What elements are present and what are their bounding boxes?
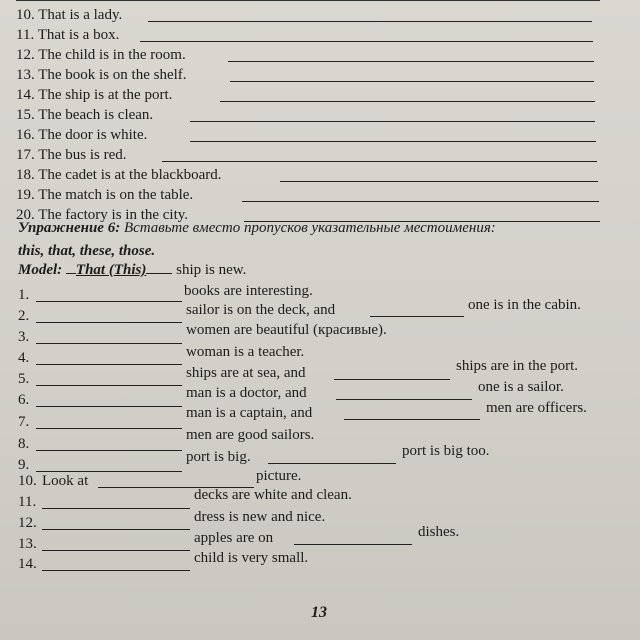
item-13-text-2: dishes. [418,524,460,540]
answer-line-17[interactable] [162,161,597,162]
item-5-blank-2[interactable] [334,379,450,380]
answer-line-10[interactable] [148,21,592,22]
item-5-text-2: ships are in the port. [456,358,579,374]
sentence-19: 19. The match is on the table. [16,187,194,203]
item-7-number: 7. [18,414,30,430]
item-6-blank[interactable] [36,406,182,407]
item-2-text-2: one is in the cabin. [468,297,581,313]
model-example: Model: That (This) ship is new. [18,262,247,278]
item-8-text: men are good sailors. [186,427,315,443]
item-5-blank[interactable] [36,385,182,386]
item-10-pre: Look at [42,473,89,489]
item-5-text: ships are at sea, and [186,365,306,381]
item-13-blank[interactable] [42,550,190,551]
item-1-blank[interactable] [36,301,182,302]
item-3-number: 3. [18,329,30,345]
item-2-blank-2[interactable] [370,316,464,317]
item-6-text-2: one is a sailor. [478,379,564,395]
item-9-number: 9. [18,457,30,473]
answer-line-16[interactable] [190,141,596,142]
item-9-text: port is big. [186,449,251,465]
item-10-text: picture. [256,468,302,484]
item-13-number: 13. [18,536,37,552]
item-5-number: 5. [18,371,30,387]
item-12-text: dress is new and nice. [194,509,326,525]
sentence-12: 12. The child is in the room. [16,47,186,63]
answer-line-18[interactable] [280,181,598,182]
sentence-20: 20. The factory is in the city. [16,207,189,223]
item-12-blank[interactable] [42,529,190,530]
item-7-blank[interactable] [36,428,182,429]
exercise-title: Упражнение 6: Вставьте вместо пропусков указательные местоимения: [18,220,496,236]
answer-line-14[interactable] [220,101,595,102]
item-6-blank-2[interactable] [336,399,472,400]
item-7-text: man is a captain, and [186,405,313,421]
item-11-number: 11. [18,494,37,510]
exercise-words: this, that, these, those. [18,243,156,259]
item-1-number: 1. [18,287,30,303]
item-9-blank-2[interactable] [268,463,396,464]
item-4-number: 4. [18,350,30,366]
sentence-17: 17. The bus is red. [16,147,127,163]
sentence-13: 13. The book is on the shelf. [16,67,187,83]
sentence-14: 14. The ship is at the port. [16,87,173,103]
top-rule [16,0,600,2]
answer-line-19[interactable] [242,201,599,202]
item-2-text: sailor is on the deck, and [186,302,336,318]
item-6-number: 6. [18,392,30,408]
item-6-text: man is a doctor, and [186,385,307,401]
sentence-11: 11. That is a box. [16,27,120,43]
item-3-text: women are beautiful (красивые). [186,322,387,338]
sentence-16: 16. The door is white. [16,127,148,143]
item-12-number: 12. [18,515,37,531]
item-14-text: child is very small. [194,550,309,566]
item-8-blank[interactable] [36,450,182,451]
page-number: 13 [311,604,327,621]
answer-line-15[interactable] [190,121,595,122]
item-9-text-2: port is big too. [402,443,490,459]
sentence-10: 10. That is a lady. [16,7,123,23]
item-2-number: 2. [18,308,30,324]
answer-line-12[interactable] [228,61,594,62]
item-13-blank-2[interactable] [294,544,412,545]
item-9-blank[interactable] [36,471,182,472]
answer-line-13[interactable] [230,81,594,82]
sentence-18: 18. The cadet is at the blackboard. [16,167,222,183]
item-7-text-2: men are officers. [486,400,587,416]
item-4-text: woman is a teacher. [186,344,305,360]
item-4-blank[interactable] [36,364,182,365]
sentence-15: 15. The beach is clean. [16,107,154,123]
item-11-text: decks are white and clean. [194,487,352,503]
answer-line-11[interactable] [140,41,593,42]
item-13-text: apples are on [194,530,274,546]
item-1-text: books are interesting. [184,283,313,299]
item-14-number: 14. [18,556,37,572]
item-3-blank[interactable] [36,343,182,344]
item-10-number: 10. [18,473,37,489]
item-7-blank-2[interactable] [344,419,480,420]
item-14-blank[interactable] [42,570,190,571]
item-8-number: 8. [18,436,30,452]
item-2-blank[interactable] [36,322,182,323]
item-11-blank[interactable] [42,508,190,509]
